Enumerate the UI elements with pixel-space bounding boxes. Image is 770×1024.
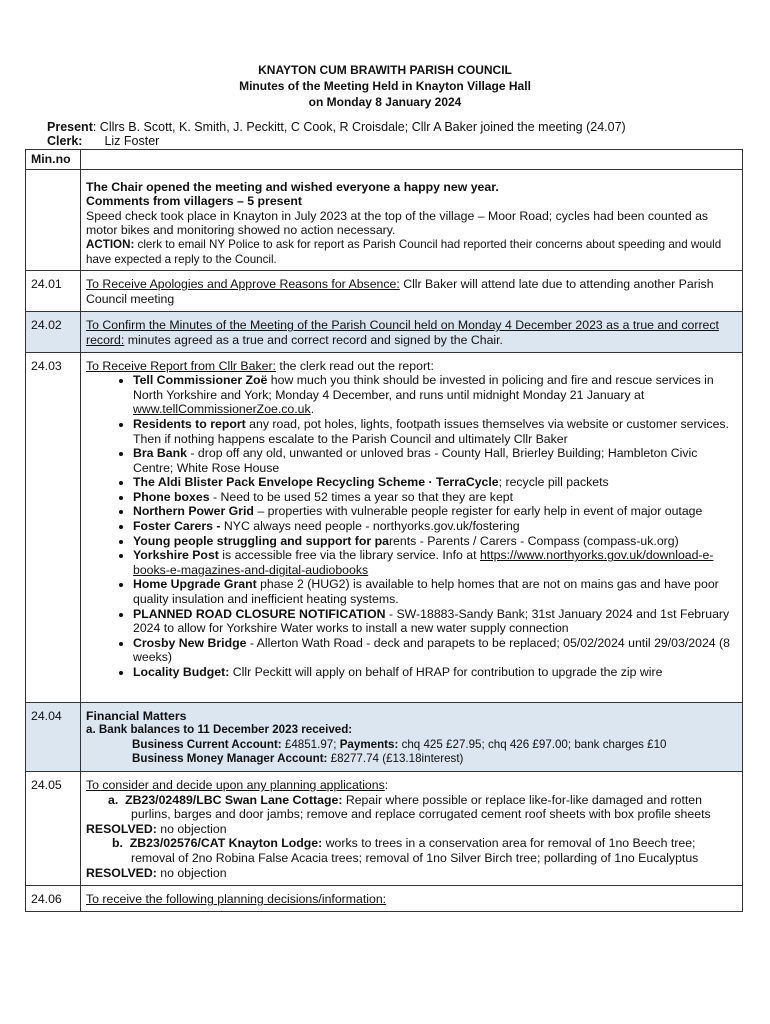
action-line: [86, 238, 737, 267]
item-title: PLANNED ROAD CLOSURE NOTIFICATION: [133, 606, 386, 621]
table-header-row: [26, 150, 743, 170]
council-name: KNAYTON CUM BRAWITH PARISH COUNCIL: [258, 63, 512, 77]
application-ref: ZB23/02576/CAT Knayton Lodge:: [129, 836, 323, 851]
report-intro: [86, 359, 737, 374]
application-text: works to trees in a conservation area for removal of 1no Beech tree; removal of 2no Robina False Acacia trees; removal of 1no Silver Birch tree; pollarding of 1no Eucalyptus: [131, 836, 699, 865]
money-manager-line: [86, 752, 737, 767]
current-account-line: [86, 738, 737, 753]
planning-decisions-heading: To receive the following planning decisions/information:: [86, 892, 387, 907]
planning-heading: To consider and decide upon any planning applications: [86, 777, 385, 792]
min-no-header: Min.no: [26, 150, 81, 170]
financial-heading: Financial Matters: [86, 708, 187, 723]
villagers-comments: Comments from villagers – 5 present: [86, 194, 302, 209]
item-text: - Allerton Wath Road - deck and parapets to be replaced; 05/02/2024 until 29/03/2024 (8 weeks): [133, 635, 730, 665]
item-text: any road, pot holes, lights, footpath issues themselves via website or customer services. Then if nothing happens escalate to the Parish Council and ultimately Cllr Baker: [133, 416, 729, 446]
report-heading: To Receive Report from Cllr Baker:: [86, 358, 276, 373]
table-row-2406: [26, 886, 743, 912]
confirm-minutes-text: minutes agreed as a true and correct record and signed by the Chair.: [124, 332, 503, 347]
item-text: is accessible free via the library service. Info at: [218, 548, 480, 563]
item-text: – properties with vulnerable people register for early help in event of major outage: [253, 504, 703, 519]
item-marker: b.: [112, 836, 123, 851]
item-title: Residents to report: [133, 416, 246, 431]
list-item: [133, 417, 737, 446]
item-title: The Aldi Blister Pack Envelope Recycling Scheme · TerraCycle: [133, 475, 499, 490]
table-row-2405: [26, 771, 743, 885]
money-manager-value: £8277.74 (£13.18interest): [327, 752, 464, 766]
min-no: 24.03: [26, 352, 81, 702]
bank-balances-sub: a. Bank balances to 11 December 2023 received:: [86, 723, 353, 737]
clerk-line: [47, 134, 626, 148]
table-row-2404: [26, 702, 743, 771]
min-no: 24.05: [26, 771, 81, 885]
list-item: [133, 504, 737, 519]
present-text: : Cllrs B. Scott, K. Smith, J. Peckitt, C Cook, R Croisdale; Cllr A Baker joined the meeting (24.07): [92, 120, 626, 134]
item-text: how much you think should be invested in policing and fire and rescue services in North Yorkshire and York; Monday 4 December, and runs until midnight Monday 21 January at: [133, 373, 714, 402]
meeting-date: on Monday 8 January 2024: [308, 95, 462, 109]
clerk-name: Liz Foster: [104, 134, 160, 148]
list-item: [133, 548, 737, 577]
item-text: phase 2 (HUG2) is available to help homes that are not on mains gas and have poor quality insulation and inefficient heating systems.: [133, 577, 719, 607]
list-item: [133, 577, 737, 606]
planning-heading-line: [86, 778, 737, 793]
present-line: [47, 120, 626, 134]
payments-label: Payments:: [339, 737, 399, 751]
list-item: [133, 519, 737, 534]
speed-check-text: Speed check took place in Knayton in July 2023 at the top of the village – Moor Road; cycles had been counted as motor bikes and monitoring showed no action necessary.: [86, 208, 709, 238]
apologies-heading: To Receive Apologies and Approve Reasons for Absence:: [86, 277, 400, 292]
min-no: 24.01: [26, 271, 81, 312]
table-row-2403: [26, 352, 743, 702]
item-text: - drop off any old, unwanted or unloved bras - County Hall, Brierley Building; Hambleton Civic Centre; White Rose House: [133, 446, 698, 475]
planning-item-b: [112, 836, 737, 865]
item-text: Cllr Peckitt will apply on behalf of HRAP for contribution to upgrade the zip wire: [229, 665, 663, 679]
item-title: Crosby New Bridge: [133, 635, 247, 650]
item-title: Bra Bank: [133, 446, 187, 461]
item-text: - SW-18883-Sandy Bank; 31st January 2024 and 1st February 2024 to allow for Yorkshire Water works to install a new water supply connection: [133, 606, 730, 636]
item-title: Yorkshire Post: [133, 548, 219, 563]
report-list: [86, 373, 737, 679]
item-text: ; recycle pill packets: [498, 475, 609, 490]
list-item: [133, 490, 737, 505]
money-manager-label: Business Money Manager Account:: [132, 752, 328, 766]
clerk-label: Clerk:: [47, 134, 83, 148]
list-item: [133, 665, 737, 680]
item-title: Northern Power Grid: [133, 504, 254, 519]
item-title: Foster Carers -: [133, 519, 221, 534]
list-item: [133, 446, 737, 475]
current-account-label: Business Current Account:: [132, 737, 282, 751]
action-text: clerk to email NY Police to ask for report as Parish Council had reported their concerns about speeding and would have expected a reply to the Council.: [86, 237, 722, 266]
min-no: 24.02: [26, 312, 81, 352]
document-header: [0, 62, 770, 110]
present-label: Present: [47, 120, 93, 134]
application-ref: ZB23/02489/LBC Swan Lane Cottage:: [125, 792, 343, 807]
list-item: [133, 636, 737, 665]
resolved-label: RESOLVED:: [86, 821, 157, 836]
item-title: Young people struggling and support for pa: [133, 533, 389, 548]
opening-content: [81, 169, 743, 271]
item-title: Locality Budget:: [133, 665, 230, 679]
payments-value: chq 425 £27.95; chq 426 £97.00; bank charges £10: [398, 737, 667, 751]
table-row-2402: [26, 312, 743, 352]
list-item: [133, 373, 737, 417]
resolved-b: [86, 866, 737, 881]
item-marker: a.: [108, 792, 119, 807]
resolved-text: no objection: [156, 865, 227, 880]
item-title: Tell Commissioner Zoë: [133, 373, 268, 388]
resolved-text: no objection: [156, 821, 227, 836]
list-item: [133, 475, 737, 490]
table-header-empty: [81, 150, 743, 170]
report-text: the clerk read out the report:: [275, 358, 434, 373]
minute-2402: [81, 312, 743, 352]
item-after: .: [310, 402, 315, 417]
min-no: 24.06: [26, 886, 81, 912]
confirm-minutes-heading: To Confirm the Minutes of the Meeting of the Parish Council held on Monday 4 December 2023 as a true and correct record:: [86, 318, 719, 347]
item-title: Phone boxes: [133, 489, 210, 504]
apologies-text: Cllr Baker will attend late due to attending another Parish Council meeting: [86, 277, 714, 306]
minute-2403: [81, 352, 743, 702]
resolved-label: RESOLVED:: [86, 865, 157, 880]
resolved-a: [86, 822, 737, 837]
planning-colon: :: [384, 777, 389, 792]
minutes-title: Minutes of the Meeting Held in Knayton Village Hall: [239, 79, 531, 93]
min-no: 24.04: [26, 702, 81, 771]
action-label: ACTION:: [86, 237, 135, 251]
current-account-value: £4851.97;: [281, 737, 340, 751]
minute-2404: [81, 702, 743, 771]
minute-2406: [81, 886, 743, 912]
list-item: [133, 607, 737, 636]
application-text: Repair where possible or replace like-for-like damaged and rotten purlins, barges and door jambs; remove and replace corrugated cement roof sheets with box profile sheets: [131, 792, 711, 822]
table-row-2401: [26, 271, 743, 312]
item-text: - Need to be used 52 times a year so that they are kept: [209, 489, 514, 504]
minutes-table: [25, 149, 743, 912]
table-row-opening: [26, 169, 743, 271]
library-link[interactable]: https://www.northyorks.gov.uk/download-e-books-e-magazines-and-digital-audiobooks: [133, 548, 714, 577]
commissioner-link[interactable]: www.tellCommissionerZoe.co.uk: [133, 402, 311, 417]
min-no-empty: [26, 169, 81, 271]
item-text: NYC always need people - northyorks.gov.uk/fostering: [220, 519, 520, 534]
planning-item-a: [108, 793, 737, 822]
attendance: [47, 120, 626, 148]
list-item: [133, 534, 737, 549]
minute-2405: [81, 771, 743, 885]
item-title: Home Upgrade Grant: [133, 577, 257, 592]
item-text: rents - Parents / Carers - Compass (compass-uk.org): [388, 533, 679, 548]
chair-opening: The Chair opened the meeting and wished everyone a happy new year.: [86, 179, 499, 194]
minute-2401: [81, 271, 743, 312]
